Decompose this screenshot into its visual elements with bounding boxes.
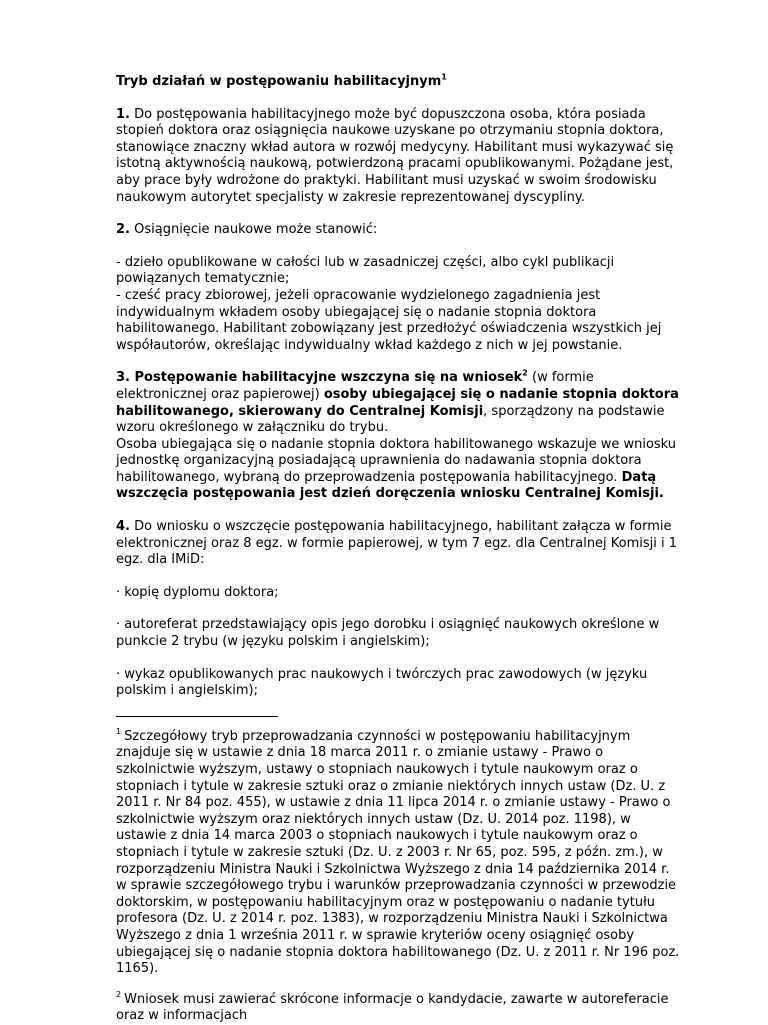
section-3-bold-2: osoby ubiegającej się o nadanie stopnia doktora habilitowanego, skierowany do Centralnej Komisji	[116, 386, 679, 419]
section-3-bold-3: Datą wszczęcia postępowania jest dzień doręczenia wniosku Centralnej Komisji.	[116, 469, 664, 502]
section-1-text: Do postępowania habilitacyjnego może być dopuszczona osoba, która posiada stopień doktora oraz osiągnięcia naukowe uzyskane po otrzymaniu stopnia doktora, stanowiące znaczny wkład autora w rozwój medycyny. Habilitant musi wykazywać się istotną aktywnością naukową, potwierdzoną pracami opublikowanymi. Pożądane jest, aby prace były wdrożone do praktyki. Habilitant musi uzyskać w swoim środowisku naukowym autorytet specjalisty w zakresie reprezentowanej dyscypliny.	[116, 106, 674, 205]
title-text: Tryb działań w postępowaniu habilitacyjnym	[116, 74, 442, 89]
footnote-ref-2[interactable]: 2	[522, 368, 528, 378]
section-4-item-3: · wykaz opublikowanych prac naukowych i twórczych prac zawodowych (w języku polskim i angielskim);	[116, 666, 648, 699]
section-1-number: 1.	[116, 106, 130, 122]
section-2-number: 2.	[116, 222, 130, 238]
section-2-text: Osiągnięcie naukowe może stanowić:	[129, 222, 378, 238]
section-3-text-2: , sporządzony na podstawie wzoru określonego w załączniku do trybu.	[116, 403, 665, 436]
section-2-item-1: - dzieło opublikowane w całości lub w zasadniczej części, albo cykl publikacji powiązanych tematycznie;	[116, 254, 615, 287]
section-3	[116, 370, 682, 503]
footnote-2	[116, 992, 682, 1025]
section-1	[116, 107, 682, 207]
section-4-number: 4.	[116, 519, 130, 535]
section-4-item-2: · autoreferat przedstawiający opis jego dorobku i osiągnięć naukowych określone w punkcie 2 trybu (w języku polskim i angielskim);	[116, 617, 660, 650]
footnote-2-text: Wniosek musi zawierać skrócone informacje o kandydacie, zawarte w autoreferacie oraz w informacjach	[116, 991, 669, 1024]
section-2	[116, 222, 682, 239]
footnote-1-mark: 1	[116, 727, 122, 737]
footnote-1-text: Szczegółowy tryb przeprowadzania czynności w postępowaniu habilitacyjnym znajduje się w ustawie z dnia 18 marca 2011 r. o zmianie ustawy - Prawo o szkolnictwie wyższym, ustawy o stopniach naukowych i tytule naukowym oraz o stopniach i tytule w zakresie sztuki oraz o zmianie niektórych innych ustaw (Dz. U. z 2011 r. Nr 84 poz. 455), w ustawie z dnia 11 lipca 2014 r. o zmianie ustawy - Prawo o szkolnictwie wyższym oraz niektórych innych ustaw (Dz. U. 2014 poz. 1198), w ustawie z dnia 14 marca 2003 o stopniach naukowych i tytule naukowym oraz o stopniach i tytule w zakresie sztuki (Dz. U. z 2003 r. Nr 65, poz. 595, z późn. zm.), w rozporządzeniu Ministra Nauki i Szkolnictwa Wyższego z dnia 14 października 2014 r. w sprawie szczegółowego trybu i warunków przeprowadzania czynności w przewodzie doktorskim, w postępowaniu habilitacyjnym oraz w postępowaniu o nadanie tytułu profesora (Dz. U. z 2014 r. poz. 1383), w rozporządzeniu Ministra Nauki i Szkolnictwa Wyższego z dnia 1 września 2011 r. w sprawie kryteriów oceny osiągnięć osoby ubiegającej się o nadanie stopnia doktora habilitowanego (Dz. U. z 2011 r. Nr 196 poz. 1165).	[116, 728, 680, 977]
section-3-text-1: (w formie elektronicznej oraz papierowej)	[116, 370, 594, 402]
section-2-list	[116, 255, 682, 355]
footnote-separator	[116, 716, 278, 717]
section-4-item-1: · kopię dyplomu doktora;	[116, 584, 279, 600]
footnote-ref-1[interactable]: 1	[441, 72, 447, 82]
section-4	[116, 519, 682, 569]
section-3-text-3: Osoba ubiegająca się o nadanie stopnia doktora habilitowanego wskazuje we wniosku jednostkę organizacyjną posiadającą uprawnienia do nadawania stopnia doktora habilitowanego, wybraną do przeprowadzenia postępowania habilitacyjnego.	[116, 436, 677, 485]
document-title	[116, 74, 682, 91]
section-2-item-2: - cześć pracy zbiorowej, jeżeli opracowanie wydzielonego zagadnienia jest indywidualnym wkładem osoby ubiegającej się o nadanie stopnia doktora habilitowanego. Habilitant zobowiązany jest przedłożyć oświadczenia wszystkich jej współautorów, określając indywidualny wkład każdego z nich w jej powstanie.	[116, 287, 662, 353]
section-4-text: Do wniosku o wszczęcie postępowania habilitacyjnego, habilitant załącza w formie elektronicznej oraz 8 egz. w formie papierowej, w tym 7 egz. dla Centralnej Komisji i 1 egz. dla IMiD:	[116, 519, 678, 568]
footnote-1	[116, 729, 682, 978]
footnote-2-mark: 2	[116, 990, 122, 1000]
section-3-heading: 3. Postępowanie habilitacyjne wszczyna się na wniosek	[116, 370, 523, 386]
